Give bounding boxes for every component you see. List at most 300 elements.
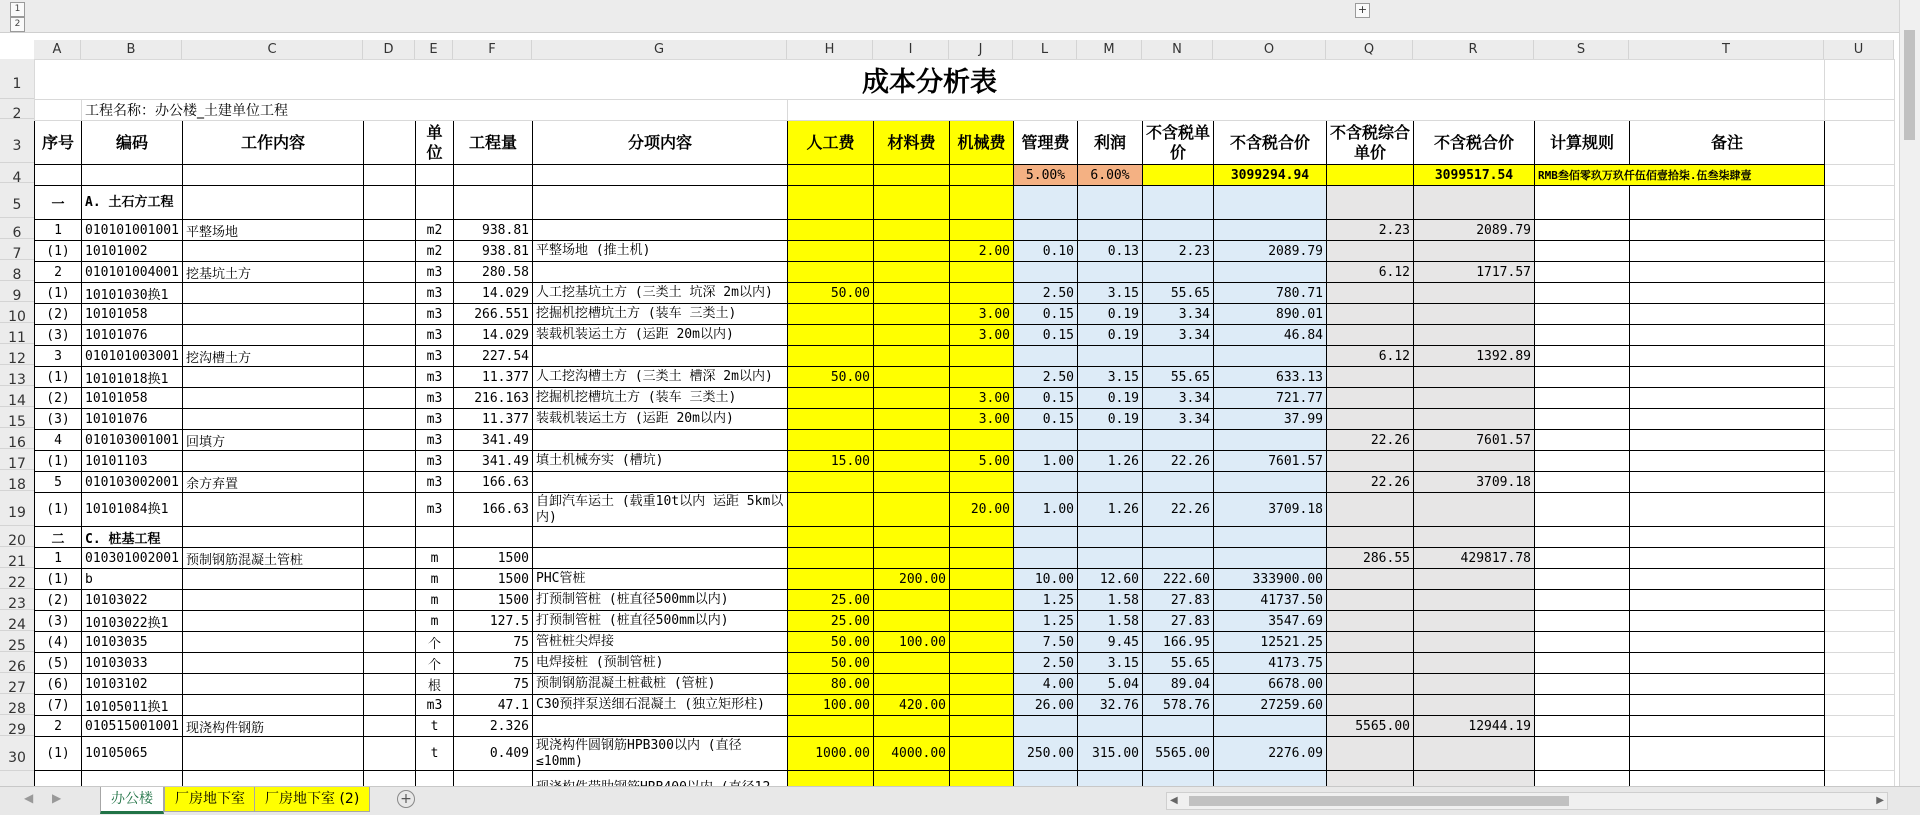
cell-u[interactable] xyxy=(1825,409,1895,430)
cell-o[interactable] xyxy=(1214,527,1327,548)
row-header[interactable]: 16 xyxy=(0,428,34,449)
cell-d[interactable] xyxy=(364,737,416,771)
cell-i[interactable] xyxy=(874,346,950,367)
cell-g[interactable]: 人工挖基坑土方 (三类土 坑深 2m以内) xyxy=(533,283,788,304)
row-header[interactable]: 15 xyxy=(0,407,34,428)
header-comp-total[interactable]: 不含税合价 xyxy=(1414,121,1535,165)
cell-g[interactable]: 电焊接桩 (预制管桩) xyxy=(533,653,788,674)
cost-analysis-table[interactable] xyxy=(34,59,1895,805)
cell-o[interactable]: 6678.00 xyxy=(1214,674,1327,695)
cell-e[interactable]: m xyxy=(416,590,454,611)
cell-g[interactable] xyxy=(533,527,788,548)
cell-r[interactable] xyxy=(1414,527,1535,548)
cell-i[interactable] xyxy=(874,493,950,527)
cell-t[interactable] xyxy=(1630,527,1825,548)
cell-i[interactable] xyxy=(874,409,950,430)
cell-r[interactable] xyxy=(1414,632,1535,653)
cell-n[interactable]: 22.26 xyxy=(1143,493,1214,527)
cell-j[interactable] xyxy=(950,674,1014,695)
column-header[interactable]: T xyxy=(1629,40,1824,60)
cell-q[interactable]: 22.26 xyxy=(1327,472,1414,493)
cell-m[interactable]: 9.45 xyxy=(1078,632,1143,653)
cell-g[interactable]: 装载机装运土方 (运距 20m以内) xyxy=(533,325,788,346)
cell-j[interactable] xyxy=(950,186,1014,220)
cell-m[interactable]: 0.13 xyxy=(1078,241,1143,262)
cell-n[interactable]: 55.65 xyxy=(1143,367,1214,388)
cell-f[interactable]: 938.81 xyxy=(454,220,533,241)
tab-office-building[interactable]: 办公楼 xyxy=(100,787,164,814)
cell-m[interactable]: 0.19 xyxy=(1078,304,1143,325)
cell-u[interactable] xyxy=(1825,325,1895,346)
tab-prev-icon[interactable]: ◀ xyxy=(24,791,34,805)
cell-e[interactable] xyxy=(416,186,454,220)
cell-m[interactable] xyxy=(1078,548,1143,569)
cell-g[interactable] xyxy=(533,186,788,220)
cell-r[interactable] xyxy=(1414,325,1535,346)
cell-h[interactable] xyxy=(788,569,874,590)
cell-h[interactable]: 1000.00 xyxy=(788,737,874,771)
cell-o[interactable]: 721.77 xyxy=(1214,388,1327,409)
cell-q[interactable] xyxy=(1327,451,1414,472)
cell-n[interactable]: 27.83 xyxy=(1143,611,1214,632)
cell-j[interactable] xyxy=(950,262,1014,283)
cell-l[interactable]: 1.25 xyxy=(1014,611,1078,632)
cell-j[interactable] xyxy=(950,611,1014,632)
cell-m[interactable]: 5.04 xyxy=(1078,674,1143,695)
cell-d[interactable] xyxy=(364,346,416,367)
cell-u[interactable] xyxy=(1825,548,1895,569)
cell-o[interactable]: 3709.18 xyxy=(1214,493,1327,527)
cell-f[interactable]: 166.63 xyxy=(454,493,533,527)
cell-o[interactable]: 890.01 xyxy=(1214,304,1327,325)
cell-t[interactable] xyxy=(1630,430,1825,451)
cell-i[interactable] xyxy=(874,388,950,409)
cell-u[interactable] xyxy=(1825,653,1895,674)
cell-q[interactable] xyxy=(1327,632,1414,653)
cell-a[interactable]: (3) xyxy=(35,409,82,430)
cell-a[interactable]: 一 xyxy=(35,186,82,220)
cell-m[interactable]: 1.58 xyxy=(1078,611,1143,632)
scroll-left-icon[interactable]: ◀ xyxy=(1170,795,1178,806)
cell-r[interactable]: 3709.18 xyxy=(1414,472,1535,493)
cell-m[interactable] xyxy=(1078,716,1143,737)
cell-h[interactable] xyxy=(788,716,874,737)
cell-m[interactable]: 1.58 xyxy=(1078,590,1143,611)
cell-c[interactable] xyxy=(183,388,364,409)
cell-t[interactable] xyxy=(1630,388,1825,409)
cell-a[interactable]: (7) xyxy=(35,695,82,716)
cell-l[interactable]: 1.00 xyxy=(1014,493,1078,527)
add-sheet-icon[interactable]: + xyxy=(397,790,415,808)
cell-s[interactable] xyxy=(1535,695,1630,716)
cell-e[interactable]: m xyxy=(416,548,454,569)
cell-l[interactable]: 4.00 xyxy=(1014,674,1078,695)
cell-u[interactable] xyxy=(1825,590,1895,611)
cell-h[interactable] xyxy=(788,388,874,409)
cell-i[interactable] xyxy=(874,653,950,674)
cell-m[interactable] xyxy=(1078,472,1143,493)
cell-s[interactable] xyxy=(1535,737,1630,771)
cell-f[interactable] xyxy=(454,186,533,220)
cell-t[interactable] xyxy=(1630,241,1825,262)
cell-r[interactable] xyxy=(1414,304,1535,325)
cell-i[interactable] xyxy=(874,283,950,304)
cell-d[interactable] xyxy=(364,409,416,430)
cell-e[interactable]: m3 xyxy=(416,472,454,493)
cell-f[interactable]: 47.1 xyxy=(454,695,533,716)
cell-m[interactable] xyxy=(1078,262,1143,283)
cell-c[interactable]: 现浇构件钢筋 xyxy=(183,716,364,737)
row-header[interactable]: 2 xyxy=(0,99,34,119)
cell-h[interactable] xyxy=(788,346,874,367)
cell-g[interactable] xyxy=(533,220,788,241)
cell-s[interactable] xyxy=(1535,451,1630,472)
cell-j[interactable] xyxy=(950,430,1014,451)
cell-j[interactable] xyxy=(950,737,1014,771)
cell-b[interactable]: 010103001001 xyxy=(82,430,183,451)
cell-l[interactable]: 26.00 xyxy=(1014,695,1078,716)
cell-g[interactable]: 预制钢筋混凝土桩截桩 (管桩) xyxy=(533,674,788,695)
cell-s[interactable] xyxy=(1535,304,1630,325)
cell-r[interactable] xyxy=(1414,737,1535,771)
cell-r[interactable] xyxy=(1414,569,1535,590)
cell-c[interactable] xyxy=(183,611,364,632)
cell-m[interactable] xyxy=(1078,527,1143,548)
row-header[interactable]: 17 xyxy=(0,449,34,470)
cell-u[interactable] xyxy=(1825,186,1895,220)
horizontal-scrollbar[interactable] xyxy=(1166,792,1888,810)
cell-o[interactable] xyxy=(1214,262,1327,283)
cell-j[interactable]: 20.00 xyxy=(950,493,1014,527)
tab-factory-basement[interactable]: 厂房地下室 xyxy=(164,787,256,812)
cell-d[interactable] xyxy=(364,674,416,695)
column-header[interactable]: N xyxy=(1142,40,1213,60)
cell-d[interactable] xyxy=(364,695,416,716)
cell-t[interactable] xyxy=(1630,325,1825,346)
cell-i[interactable]: 4000.00 xyxy=(874,737,950,771)
cell-n[interactable] xyxy=(1143,472,1214,493)
row-header[interactable]: 10 xyxy=(0,302,34,323)
cell-a[interactable]: (5) xyxy=(35,653,82,674)
column-header[interactable]: H xyxy=(787,40,873,60)
cell-q[interactable] xyxy=(1327,388,1414,409)
cell-i[interactable] xyxy=(874,325,950,346)
cell-c[interactable] xyxy=(183,695,364,716)
row-header[interactable]: 29 xyxy=(0,715,34,736)
cell-u[interactable] xyxy=(1825,388,1895,409)
cell-l[interactable]: 0.15 xyxy=(1014,409,1078,430)
cell-l[interactable] xyxy=(1014,186,1078,220)
cell-t[interactable] xyxy=(1630,493,1825,527)
cell-d[interactable] xyxy=(364,220,416,241)
cell-j[interactable] xyxy=(950,283,1014,304)
cell-i[interactable] xyxy=(874,611,950,632)
cell-b[interactable]: C. 桩基工程 xyxy=(82,527,183,548)
cell-a[interactable]: 1 xyxy=(35,220,82,241)
cell-b[interactable]: 10101076 xyxy=(82,325,183,346)
cell-e[interactable]: m3 xyxy=(416,304,454,325)
cell-f[interactable]: 1500 xyxy=(454,590,533,611)
cell-g[interactable]: 挖掘机挖槽坑土方 (装车 三类土) xyxy=(533,304,788,325)
cell-d[interactable] xyxy=(364,241,416,262)
cell-s[interactable] xyxy=(1535,548,1630,569)
cell-f[interactable]: 11.377 xyxy=(454,409,533,430)
cell-o[interactable]: 41737.50 xyxy=(1214,590,1327,611)
cell-f[interactable]: 75 xyxy=(454,632,533,653)
cell-r[interactable]: 12944.19 xyxy=(1414,716,1535,737)
cell-s[interactable] xyxy=(1535,241,1630,262)
cell-u[interactable] xyxy=(1825,737,1895,771)
header-qty[interactable]: 工程量 xyxy=(454,121,533,165)
header-code[interactable]: 编码 xyxy=(82,121,183,165)
cell-b[interactable]: 10101076 xyxy=(82,409,183,430)
cell-e[interactable]: t xyxy=(416,737,454,771)
cell-o[interactable]: 780.71 xyxy=(1214,283,1327,304)
cell-c[interactable] xyxy=(183,632,364,653)
cell-s[interactable] xyxy=(1535,674,1630,695)
vertical-scrollbar[interactable] xyxy=(1899,0,1920,786)
header-rule[interactable]: 计算规则 xyxy=(1535,121,1630,165)
cell-e[interactable]: m3 xyxy=(416,695,454,716)
cell-c[interactable] xyxy=(183,569,364,590)
cell-e[interactable]: m3 xyxy=(416,346,454,367)
cell-j[interactable] xyxy=(950,346,1014,367)
cell-f[interactable]: 14.029 xyxy=(454,325,533,346)
cell-i[interactable] xyxy=(874,430,950,451)
column-header[interactable]: C xyxy=(182,40,363,60)
cell-r[interactable] xyxy=(1414,186,1535,220)
cell-s[interactable] xyxy=(1535,611,1630,632)
header-unit[interactable]: 单位 xyxy=(416,121,454,165)
cell-h[interactable] xyxy=(788,220,874,241)
cell-q[interactable] xyxy=(1327,283,1414,304)
cell-s[interactable] xyxy=(1535,430,1630,451)
cell-j[interactable] xyxy=(950,220,1014,241)
cell-u[interactable] xyxy=(1825,632,1895,653)
cell-h[interactable]: 100.00 xyxy=(788,695,874,716)
cell-h[interactable]: 50.00 xyxy=(788,653,874,674)
cell-g[interactable]: 现浇构件圆钢筋HPB300以内 (直径≤10mm) xyxy=(533,737,788,771)
cell-l[interactable]: 10.00 xyxy=(1014,569,1078,590)
cell-u[interactable] xyxy=(1825,283,1895,304)
cell-b[interactable]: 10101084换1 xyxy=(82,493,183,527)
cell-d[interactable] xyxy=(364,262,416,283)
cell-n[interactable]: 166.95 xyxy=(1143,632,1214,653)
column-header[interactable]: A xyxy=(34,40,81,60)
mgmt-rate[interactable]: 5.00% xyxy=(1014,165,1078,186)
cell-i[interactable] xyxy=(874,262,950,283)
cell-f[interactable]: 341.49 xyxy=(454,451,533,472)
cell-b[interactable]: 10103035 xyxy=(82,632,183,653)
cell-m[interactable] xyxy=(1078,220,1143,241)
cell-o[interactable]: 12521.25 xyxy=(1214,632,1327,653)
cell-f[interactable]: 1500 xyxy=(454,548,533,569)
cell-d[interactable] xyxy=(364,527,416,548)
column-header[interactable]: L xyxy=(1013,40,1077,60)
cell-a[interactable]: (1) xyxy=(35,283,82,304)
header-material[interactable]: 材料费 xyxy=(874,121,950,165)
cell-f[interactable]: 266.551 xyxy=(454,304,533,325)
cell-a[interactable]: (1) xyxy=(35,451,82,472)
cell-r[interactable] xyxy=(1414,695,1535,716)
cell-r[interactable] xyxy=(1414,590,1535,611)
cell-t[interactable] xyxy=(1630,472,1825,493)
cell-c[interactable]: 平整场地 xyxy=(183,220,364,241)
cell-c[interactable] xyxy=(183,493,364,527)
cell-h[interactable]: 15.00 xyxy=(788,451,874,472)
cell-s[interactable] xyxy=(1535,472,1630,493)
cell-u[interactable] xyxy=(1825,674,1895,695)
row-header[interactable]: 9 xyxy=(0,281,34,302)
cell-n[interactable] xyxy=(1143,220,1214,241)
cell-i[interactable] xyxy=(874,716,950,737)
cell-o[interactable]: 46.84 xyxy=(1214,325,1327,346)
cell-r[interactable] xyxy=(1414,367,1535,388)
cell-s[interactable] xyxy=(1535,527,1630,548)
cell-s[interactable] xyxy=(1535,632,1630,653)
cell-i[interactable] xyxy=(874,241,950,262)
cell-j[interactable] xyxy=(950,653,1014,674)
cell-c[interactable] xyxy=(183,409,364,430)
cell-h[interactable]: 50.00 xyxy=(788,632,874,653)
cell-q[interactable] xyxy=(1327,527,1414,548)
cell-s[interactable] xyxy=(1535,262,1630,283)
cell-m[interactable] xyxy=(1078,186,1143,220)
cell-n[interactable] xyxy=(1143,527,1214,548)
cell-n[interactable]: 3.34 xyxy=(1143,409,1214,430)
sheet-title[interactable]: 成本分析表 xyxy=(35,60,1825,100)
cell-s[interactable] xyxy=(1535,388,1630,409)
cell-g[interactable]: 打预制管桩 (桩直径500mm以内) xyxy=(533,590,788,611)
amount-in-words[interactable]: RMB叁佰零玖万玖仟伍佰壹拾柒.伍叁柒肆壹 xyxy=(1535,165,1825,186)
row-header[interactable]: 24 xyxy=(0,610,34,631)
cell-q[interactable]: 22.26 xyxy=(1327,430,1414,451)
cell-s[interactable] xyxy=(1535,186,1630,220)
scroll-right-icon[interactable]: ▶ xyxy=(1876,795,1884,806)
cell-u[interactable] xyxy=(1825,241,1895,262)
cell-i[interactable]: 200.00 xyxy=(874,569,950,590)
cell-n[interactable] xyxy=(1143,430,1214,451)
cell-o[interactable]: 333900.00 xyxy=(1214,569,1327,590)
cell-f[interactable]: 75 xyxy=(454,653,533,674)
sheet-grid[interactable] xyxy=(34,59,1900,786)
cell-o[interactable]: 3547.69 xyxy=(1214,611,1327,632)
cell-d[interactable] xyxy=(364,451,416,472)
cell-s[interactable] xyxy=(1535,283,1630,304)
cell-g[interactable]: 填土机械夯实 (槽坑) xyxy=(533,451,788,472)
cell-c[interactable] xyxy=(183,283,364,304)
column-header[interactable]: F xyxy=(453,40,532,60)
row-header[interactable]: 28 xyxy=(0,694,34,715)
cell-o[interactable] xyxy=(1214,430,1327,451)
cell-b[interactable]: 010101003001 xyxy=(82,346,183,367)
cell-g[interactable]: C30预拌泵送细石混凝土 (独立矩形柱) xyxy=(533,695,788,716)
cell-n[interactable]: 222.60 xyxy=(1143,569,1214,590)
cell-a[interactable]: (6) xyxy=(35,674,82,695)
header-seq[interactable]: 序号 xyxy=(35,121,82,165)
cell-o[interactable]: 37.99 xyxy=(1214,409,1327,430)
cell-a[interactable]: (1) xyxy=(35,569,82,590)
cell-e[interactable]: m3 xyxy=(416,409,454,430)
cell-i[interactable] xyxy=(874,304,950,325)
project-name[interactable]: 工程名称：办公楼_土建单位工程 xyxy=(82,100,788,121)
cell-o[interactable]: 633.13 xyxy=(1214,367,1327,388)
cell-h[interactable]: 25.00 xyxy=(788,611,874,632)
cell-i[interactable] xyxy=(874,451,950,472)
cell-d[interactable] xyxy=(364,716,416,737)
cell-c[interactable] xyxy=(183,325,364,346)
cell-a[interactable]: 5 xyxy=(35,472,82,493)
cell-r[interactable] xyxy=(1414,493,1535,527)
column-header[interactable]: E xyxy=(415,40,453,60)
tab-factory-basement-2[interactable]: 厂房地下室 (2) xyxy=(254,787,370,812)
cell-t[interactable] xyxy=(1630,451,1825,472)
cell-o[interactable]: 2089.79 xyxy=(1214,241,1327,262)
outline-level-1-button[interactable]: 1 xyxy=(10,2,25,17)
cell-t[interactable] xyxy=(1630,186,1825,220)
cell-n[interactable] xyxy=(1143,262,1214,283)
grand-total[interactable]: 3099294.94 xyxy=(1214,165,1327,186)
column-header[interactable]: Q xyxy=(1326,40,1413,60)
cell-s[interactable] xyxy=(1535,590,1630,611)
cell-a[interactable]: 4 xyxy=(35,430,82,451)
cell-l[interactable]: 1.00 xyxy=(1014,451,1078,472)
cell-q[interactable]: 5565.00 xyxy=(1327,716,1414,737)
cell-c[interactable] xyxy=(183,367,364,388)
cell-j[interactable] xyxy=(950,367,1014,388)
cell-d[interactable] xyxy=(364,304,416,325)
cell-l[interactable]: 0.15 xyxy=(1014,388,1078,409)
cell-t[interactable] xyxy=(1630,653,1825,674)
cell-b[interactable]: 10101018换1 xyxy=(82,367,183,388)
cell-h[interactable]: 25.00 xyxy=(788,590,874,611)
cell-h[interactable]: 50.00 xyxy=(788,283,874,304)
header-unit-price[interactable]: 不含税单价 xyxy=(1143,121,1214,165)
cell-q[interactable]: 286.55 xyxy=(1327,548,1414,569)
cell-u[interactable] xyxy=(1825,527,1895,548)
cell-d[interactable] xyxy=(364,186,416,220)
header-mgmt[interactable]: 管理费 xyxy=(1014,121,1078,165)
cell-n[interactable]: 3.34 xyxy=(1143,388,1214,409)
cell-f[interactable]: 2.326 xyxy=(454,716,533,737)
cell-m[interactable]: 0.19 xyxy=(1078,325,1143,346)
cell-e[interactable]: m3 xyxy=(416,493,454,527)
cell-a[interactable]: (1) xyxy=(35,493,82,527)
cell-s[interactable] xyxy=(1535,716,1630,737)
cell-f[interactable]: 127.5 xyxy=(454,611,533,632)
cell-r[interactable] xyxy=(1414,653,1535,674)
profit-rate[interactable]: 6.00% xyxy=(1078,165,1143,186)
cell-s[interactable] xyxy=(1535,346,1630,367)
cell-d[interactable] xyxy=(364,283,416,304)
row-header[interactable]: 3 xyxy=(0,119,34,163)
cell-j[interactable]: 3.00 xyxy=(950,409,1014,430)
horizontal-scroll-thumb[interactable] xyxy=(1189,796,1569,806)
cell-e[interactable] xyxy=(416,527,454,548)
cell-g[interactable]: 人工挖沟槽土方 (三类土 槽深 2m以内) xyxy=(533,367,788,388)
cell-b[interactable]: 10105065 xyxy=(82,737,183,771)
cell-j[interactable] xyxy=(950,716,1014,737)
cell-l[interactable]: 250.00 xyxy=(1014,737,1078,771)
cell-o[interactable] xyxy=(1214,716,1327,737)
row-header[interactable]: 13 xyxy=(0,365,34,386)
cell-f[interactable]: 166.63 xyxy=(454,472,533,493)
cell-n[interactable]: 3.34 xyxy=(1143,325,1214,346)
row-header[interactable]: 26 xyxy=(0,652,34,673)
cell-q[interactable] xyxy=(1327,611,1414,632)
cell-c[interactable] xyxy=(183,737,364,771)
cell-r[interactable] xyxy=(1414,283,1535,304)
